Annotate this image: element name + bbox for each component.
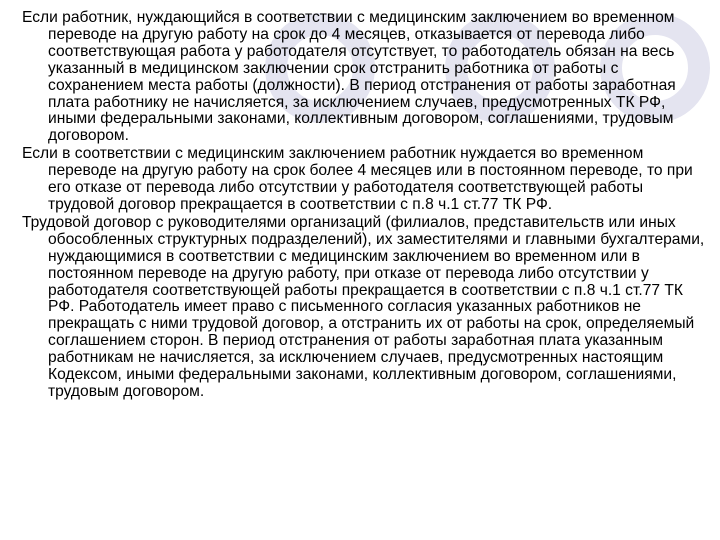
paragraph-1: Если работник, нуждающийся в соответствии с медицинским заключением во временном переводе на другую работу на срок до 4 месяцев, отказывается от перевода либо соответствующая работа у работодателя отсутствует, то работодатель обязан на весь указанный в медицинском заключении срок отстранить работника от работы с сохранением места работы (должности). В период отстранения от работы заработная плата работнику не начисляется, за исключением случаев, предусмотренных ТК РФ, иными федеральными законами, коллективным договором, соглашениями, трудовым договором.: [22, 9, 676, 145]
paragraph-3: Трудовой договор с руководителями организаций (филиалов, представительств или иных обособленных структурных подразделений), их заместителями и главными бухгалтерами, нуждающимися в соответствии с медицинским заключением во временном или в постоянном переводе на другую работу, при отказе от перевода либо отсутствии у работодателя соответствующей работы прекращается в соответствии с п.8 ч.1 ст.77 ТК РФ. Работодатель имеет право с письменного согласия указанных работников не прекращать с ними трудовой договор, а отстранить их от работы на срок, определяемый соглашением сторон. В период отстранения от работы заработная плата указанным работникам не начисляется, за исключением случаев, предусмотренных настоящим Кодексом, иными федеральными законами, коллективным договором, соглашениями, трудовым договором.: [22, 213, 705, 400]
paragraph-2: Если в соответствии с медицинским заключением работник нуждается во временном переводе на другую работу на срок более 4 месяцев или в постоянном переводе, то при его отказе от перевода либо отсутствии у работодателя соответствующей работы трудовой договор прекращается в соответствии с п.8 ч.1 ст.77 ТК РФ.: [22, 145, 693, 213]
slide-body: [22, 10, 710, 402]
